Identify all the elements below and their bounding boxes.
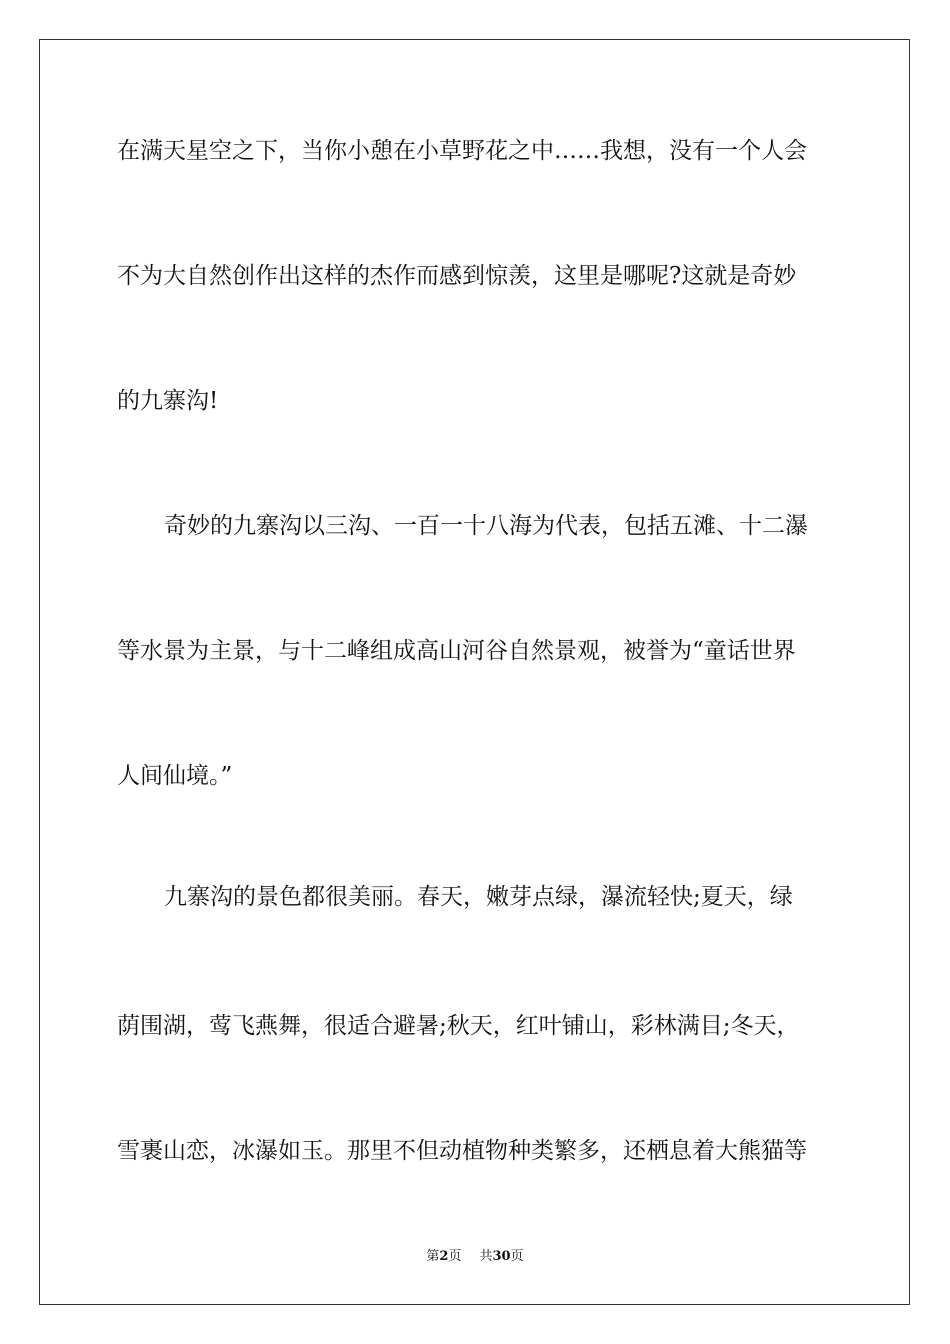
text-line-4: 奇妙的九寨沟以三沟、一百一十八海为代表，包括五滩、十二瀑	[164, 513, 808, 539]
text-line-9: 雪裹山恋，冰瀑如玉。那里不但动植物种类繁多，还栖息着大熊猫等	[117, 1138, 807, 1164]
total-prefix: 共	[479, 1249, 493, 1264]
text-line-8: 荫围湖，莺飞燕舞，很适合避暑;秋天，红叶铺山，彩林满目;冬天，	[117, 1013, 800, 1039]
page-suffix: 页	[448, 1249, 462, 1264]
text-line-3: 的九寨沟!	[117, 388, 219, 414]
text-line-1: 在满天星空之下，当你小憩在小草野花之中……我想，没有一个人会	[117, 138, 807, 164]
page-footer	[0, 1248, 950, 1266]
text-line-6: 人间仙境。”	[117, 763, 233, 789]
text-line-7: 九寨沟的景色都很美丽。春天，嫩芽点绿，瀑流轻快;夏天，绿	[164, 884, 793, 910]
page-prefix: 第	[426, 1249, 440, 1264]
page-border	[39, 39, 910, 1305]
page-number: 2	[439, 1249, 449, 1264]
total-suffix: 页	[510, 1249, 524, 1264]
total-pages: 30	[492, 1249, 511, 1264]
text-line-2: 不为大自然创作出这样的杰作而感到惊羡，这里是哪呢?这就是奇妙	[117, 263, 797, 289]
text-line-5: 等水景为主景，与十二峰组成高山河谷自然景观，被誉为“童话世界	[117, 638, 796, 664]
